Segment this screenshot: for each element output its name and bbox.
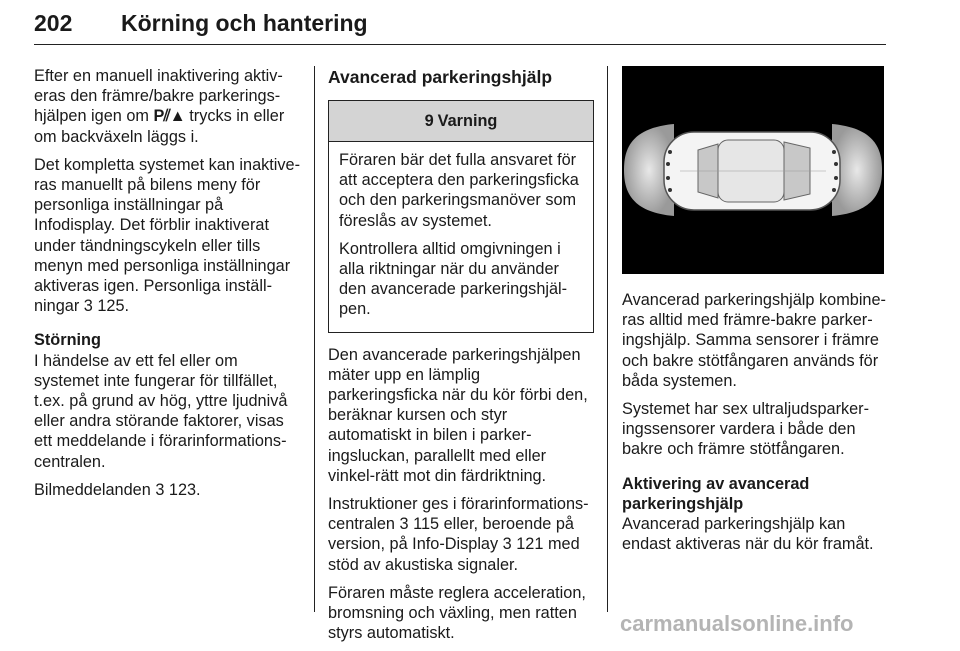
- page-header: [34, 6, 886, 45]
- page-number: 202: [34, 10, 73, 36]
- parking-sensor-figure: [622, 66, 884, 274]
- column-left: [34, 66, 302, 508]
- warning-body: [329, 142, 593, 332]
- parking-assist-icon: P⫽▲: [153, 107, 185, 126]
- page-reference-link[interactable]: 3 125.: [83, 297, 130, 316]
- warning-header: [329, 101, 593, 142]
- warning-text: Föraren bär det fulla ansvaret för att acceptera den parkeringsficka och den parkeringsmanöver som föreslås av systemet.: [339, 151, 579, 230]
- warning-label: Varning: [437, 111, 498, 130]
- paragraph: Efter en manuell inaktivering aktiv-eras den främre/bakre parkerings-hjälpen igen om P⫽▲ trycks in eller om backväxeln läggs i.: [34, 67, 285, 146]
- sub-heading: Störning: [34, 331, 101, 350]
- warning-box: [328, 100, 594, 333]
- chapter-title: Körning och hantering: [121, 10, 368, 36]
- paragraph: Systemet har sex ultraljudsparker-ingssensorer vardera i både den bakre och främre stötfångaren.: [622, 400, 870, 459]
- column-right: [622, 290, 888, 562]
- warning-icon: 9: [424, 111, 434, 130]
- warning-text: Kontrollera alltid omgivningen i alla riktningar när du använder den avancerade parkeringshjäl-pen.: [339, 239, 568, 319]
- column-divider: [314, 66, 315, 612]
- paragraph: Aktivering av avancerad parkeringshjälp Avancerad parkeringshjälp kan endast aktiveras när du kör framåt.: [622, 474, 888, 555]
- page-reference-link[interactable]: 3 115: [399, 515, 440, 534]
- paragraph: Instruktioner ges i förarinformations-centralen 3 115 eller, beroende på version, på Info-Display 3 121 med stöd av akustiska signaler.: [328, 495, 589, 574]
- section-title: Avancerad parkeringshjälp: [328, 67, 553, 87]
- paragraph: Störning I händelse av ett fel eller om systemet inte fungerar för tillfället, t.ex. på grund av hög, yttre ljudnivå eller andra störande faktorer, visas ett meddelande i förarinformations-centralen.: [34, 330, 302, 471]
- paragraph: Det kompletta systemet kan inaktive-ras manuellt på bilens meny för personliga inställningar på Infodisplay. Det förblir inaktiverat under tändningscykeln eller tills menyn med personliga inställningar aktiveras igen. Personliga inställ-ningar 3 125.: [34, 155, 301, 316]
- car-sensor-illustration: [622, 66, 884, 274]
- column-divider: [607, 66, 608, 612]
- column-middle: [328, 66, 594, 651]
- paragraph: Föraren måste reglera acceleration, bromsning och växling, men ratten styrs automatiskt.: [328, 583, 586, 643]
- sub-heading: Aktivering av avancerad parkeringshjälp: [622, 474, 810, 513]
- page-reference-link[interactable]: 3 121: [502, 535, 544, 554]
- paragraph: Den avancerade parkeringshjälpen mäter upp en lämplig parkeringsficka när du kör förbi den, beräknar kursen och styr automatiskt in bilen i parker-ingsluckan, parallellt med eller vinkel-rätt mot din färdriktning.: [328, 345, 588, 485]
- watermark: carmanualsonline.info: [620, 611, 854, 636]
- page-reference-link[interactable]: 3 123.: [155, 480, 201, 499]
- paragraph: Avancerad parkeringshjälp kombine-ras alltid med främre-bakre parker-ingshjälp. Samma sensorer i främre och bakre stötfångaren används för båda systemen.: [622, 291, 886, 390]
- paragraph: Bilmeddelanden 3 123.: [34, 480, 201, 499]
